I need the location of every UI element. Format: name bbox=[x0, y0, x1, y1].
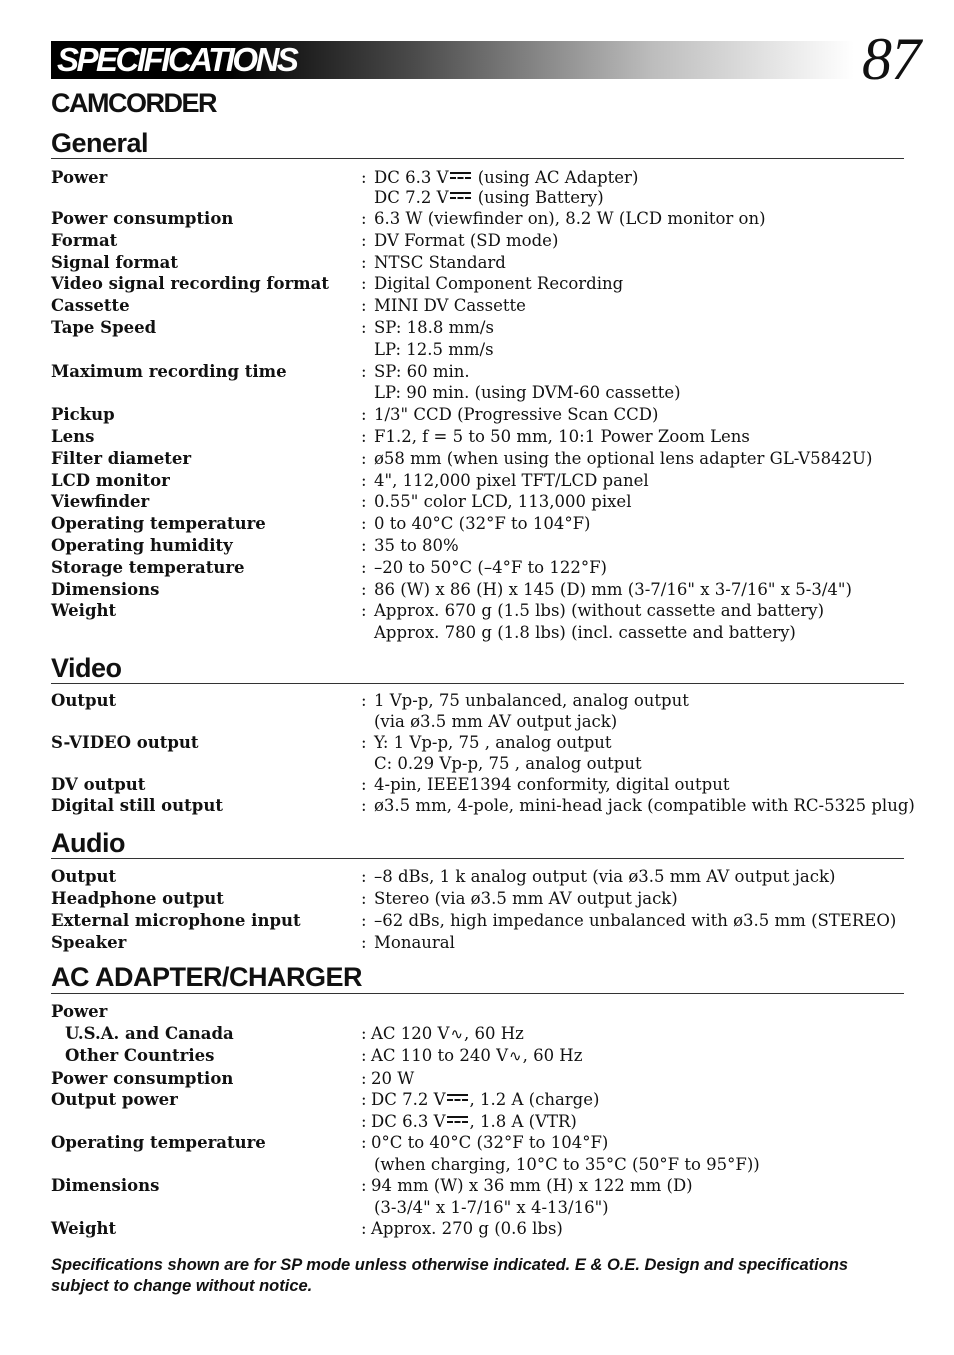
spec-text: 35 to 80% bbox=[374, 535, 459, 555]
spec-label: Power bbox=[51, 1002, 108, 1021]
colon: : bbox=[361, 317, 367, 337]
spec-text: –8 dBs, 1 k analog output (via ø3.5 mm AV output jack) bbox=[374, 867, 836, 886]
spec-row bbox=[51, 208, 911, 230]
audio-heading: Audio bbox=[51, 828, 125, 858]
spec-line bbox=[361, 1023, 911, 1046]
spec-label: Weight bbox=[51, 1219, 117, 1238]
colon: : bbox=[361, 733, 367, 752]
colon: : bbox=[361, 230, 367, 250]
colon: : bbox=[361, 209, 367, 228]
colon: : bbox=[361, 579, 367, 599]
colon: : bbox=[361, 1133, 367, 1152]
spec-value bbox=[51, 252, 911, 274]
colon: : bbox=[361, 535, 367, 555]
colon: : bbox=[361, 775, 367, 794]
spec-label: Headphone output bbox=[51, 889, 224, 908]
spec-line bbox=[361, 491, 911, 513]
spec-text: NTSC Standard bbox=[374, 252, 506, 272]
spec-text: F1.2, f = 5 to 50 mm, 10:1 Power Zoom Lens bbox=[374, 426, 750, 446]
ac-adapter-heading: AC ADAPTER/CHARGER bbox=[51, 962, 363, 992]
spec-text: , 1.2 A (charge) bbox=[469, 1090, 600, 1109]
spec-label: DV output bbox=[51, 775, 146, 794]
spec-text: 1/3" CCD (Progressive Scan CCD) bbox=[374, 405, 659, 425]
spec-value bbox=[51, 910, 911, 932]
ac-adapter-divider bbox=[51, 993, 904, 994]
spec-label: LCD monitor bbox=[51, 470, 170, 490]
spec-value bbox=[51, 866, 911, 888]
spec-row bbox=[51, 404, 911, 426]
spec-value bbox=[51, 690, 911, 732]
spec-line bbox=[361, 1001, 911, 1023]
spec-value bbox=[51, 535, 911, 557]
page-number: 87 bbox=[862, 26, 920, 92]
spec-value bbox=[51, 295, 911, 317]
spec-row bbox=[51, 513, 911, 535]
spec-text: 94 mm (W) x 36 mm (H) x 122 mm (D) bbox=[371, 1176, 693, 1195]
spec-line bbox=[361, 252, 911, 274]
spec-value bbox=[51, 888, 911, 910]
spec-line bbox=[361, 448, 911, 470]
spec-line bbox=[361, 426, 911, 448]
spec-row bbox=[51, 295, 911, 317]
spec-value bbox=[51, 932, 911, 954]
spec-line bbox=[361, 1197, 911, 1219]
spec-line bbox=[361, 888, 911, 910]
spec-row bbox=[51, 600, 911, 644]
footnote: Specifications shown are for SP mode unless otherwise indicated. E & O.E. Design and specifications subject to change without notice. bbox=[51, 1256, 849, 1295]
spec-text: C: 0.29 Vp-p, 75 , analog output bbox=[374, 754, 642, 773]
spec-text: ø58 mm (when using the optional lens adapter GL-V5842U) bbox=[374, 448, 873, 468]
spec-row bbox=[51, 426, 911, 448]
colon: : bbox=[361, 274, 367, 294]
spec-text: Y: 1 Vp-p, 75 , analog output bbox=[374, 733, 612, 752]
general-spec-list bbox=[51, 168, 911, 644]
colon: : bbox=[361, 933, 367, 952]
spec-text: Stereo (via ø3.5 mm AV output jack) bbox=[374, 889, 678, 908]
spec-row bbox=[51, 910, 911, 932]
colon: : bbox=[361, 1090, 367, 1109]
spec-text: DC 7.2 V bbox=[371, 1090, 446, 1109]
spec-line bbox=[361, 208, 911, 230]
spec-line bbox=[361, 910, 911, 932]
spec-label: Output power bbox=[51, 1090, 178, 1109]
camcorder-heading: CAMCORDER bbox=[51, 88, 216, 118]
spec-row bbox=[51, 932, 911, 954]
spec-label: Output bbox=[51, 691, 117, 710]
spec-line bbox=[361, 230, 911, 252]
colon: : bbox=[361, 1111, 367, 1131]
spec-line bbox=[361, 535, 911, 557]
spec-text: , 60 Hz bbox=[522, 1046, 583, 1065]
spec-label: Lens bbox=[51, 426, 95, 446]
spec-text: DV Format (SD mode) bbox=[374, 230, 559, 250]
dc-symbol-icon bbox=[447, 1093, 468, 1103]
spec-value bbox=[51, 1175, 911, 1218]
colon: : bbox=[361, 252, 367, 272]
spec-label: Format bbox=[51, 230, 118, 250]
colon: : bbox=[361, 601, 367, 621]
video-spec-list bbox=[51, 690, 915, 816]
spec-text: AC 110 to 240 V bbox=[371, 1046, 508, 1065]
spec-row bbox=[51, 866, 911, 888]
spec-text: (3-3/4" x 1-7/16" x 4-13/16") bbox=[374, 1197, 609, 1217]
spec-value bbox=[51, 448, 911, 470]
spec-line bbox=[361, 711, 911, 732]
spec-line bbox=[361, 732, 911, 753]
colon: : bbox=[361, 691, 367, 710]
spec-text: AC 120 V bbox=[371, 1023, 450, 1043]
spec-value bbox=[51, 1089, 911, 1132]
spec-row bbox=[51, 1175, 911, 1218]
spec-label: Operating humidity bbox=[51, 535, 233, 555]
colon: : bbox=[361, 426, 367, 446]
spec-row bbox=[51, 1132, 911, 1175]
spec-value bbox=[51, 1068, 911, 1090]
audio-spec-list bbox=[51, 866, 911, 954]
spec-row bbox=[51, 774, 911, 795]
spec-line bbox=[361, 753, 911, 774]
spec-text: (via ø3.5 mm AV output jack) bbox=[374, 712, 618, 731]
colon: : bbox=[361, 296, 367, 316]
spec-label: Storage temperature bbox=[51, 557, 245, 577]
spec-value bbox=[51, 361, 911, 405]
spec-row bbox=[51, 732, 911, 774]
spec-label: Cassette bbox=[51, 296, 130, 316]
spec-text: –62 dBs, high impedance unbalanced with ø3.5 mm (STEREO) bbox=[374, 911, 897, 930]
video-divider bbox=[51, 683, 904, 684]
spec-label: S-VIDEO output bbox=[51, 733, 199, 752]
spec-line bbox=[361, 295, 911, 317]
spec-label: Tape Speed bbox=[51, 317, 157, 337]
spec-value bbox=[51, 426, 911, 448]
spec-value bbox=[51, 600, 911, 644]
spec-text: , 60 Hz bbox=[464, 1023, 524, 1043]
spec-line bbox=[361, 774, 911, 795]
spec-row bbox=[51, 317, 911, 361]
spec-label: Maximum recording time bbox=[51, 361, 287, 381]
colon: : bbox=[361, 514, 367, 534]
spec-label: Dimensions bbox=[51, 579, 160, 599]
spec-row bbox=[51, 1045, 911, 1068]
general-divider bbox=[51, 158, 904, 159]
spec-label: Speaker bbox=[51, 933, 127, 952]
colon: : bbox=[361, 361, 367, 381]
spec-row-power bbox=[51, 168, 911, 208]
spec-text: 4-pin, IEEE1394 conformity, digital output bbox=[374, 775, 730, 794]
spec-text: Approx. 270 g (0.6 lbs) bbox=[371, 1219, 563, 1238]
spec-label: Output bbox=[51, 867, 117, 886]
spec-text: ø3.5 mm, 4-pole, mini-head jack (compatible with RC-5325 plug) bbox=[374, 796, 915, 815]
colon: : bbox=[361, 492, 367, 512]
spec-line bbox=[361, 339, 911, 361]
spec-text: 0°C to 40°C (32°F to 104°F) bbox=[371, 1133, 609, 1152]
spec-value bbox=[51, 557, 911, 579]
spec-value bbox=[51, 230, 911, 252]
spec-row bbox=[51, 1218, 911, 1240]
spec-row bbox=[51, 230, 911, 252]
spec-text: LP: 90 min. (using DVM-60 cassette) bbox=[374, 383, 681, 403]
spec-row bbox=[51, 273, 911, 295]
spec-line bbox=[361, 690, 911, 711]
spec-value bbox=[51, 470, 911, 492]
spec-row bbox=[51, 448, 911, 470]
colon: : bbox=[361, 1176, 367, 1195]
colon: : bbox=[361, 470, 367, 490]
spec-text: 86 (W) x 86 (H) x 145 (D) mm (3-7/16" x 3-7/16" x 5-3/4") bbox=[374, 579, 852, 599]
spec-label: Power consumption bbox=[51, 1068, 234, 1088]
spec-label: Signal format bbox=[51, 252, 178, 272]
spec-line bbox=[361, 273, 911, 295]
spec-line bbox=[361, 1089, 911, 1111]
spec-row bbox=[51, 579, 911, 601]
colon: : bbox=[361, 405, 367, 425]
spec-row bbox=[51, 690, 911, 732]
spec-value bbox=[51, 273, 911, 295]
colon: : bbox=[361, 557, 367, 577]
spec-line bbox=[361, 404, 911, 426]
spec-text: Approx. 780 g (1.8 lbs) (incl. cassette and battery) bbox=[374, 623, 796, 643]
spec-line bbox=[361, 1132, 911, 1154]
spec-text: 6.3 W (viewfinder on), 8.2 W (LCD monitor on) bbox=[374, 209, 766, 228]
spec-text: DC 6.3 V bbox=[371, 1111, 446, 1131]
spec-label: Video signal recording format bbox=[51, 274, 329, 294]
audio-divider bbox=[51, 858, 904, 859]
spec-line bbox=[361, 932, 911, 954]
colon: : bbox=[361, 1068, 367, 1088]
spec-label: Pickup bbox=[51, 405, 115, 425]
spec-line bbox=[361, 317, 911, 339]
spec-value bbox=[51, 795, 915, 816]
spec-value bbox=[51, 513, 911, 535]
spec-line bbox=[361, 1218, 911, 1240]
spec-line bbox=[361, 866, 911, 888]
spec-label: Filter diameter bbox=[51, 448, 192, 468]
spec-row bbox=[51, 361, 911, 405]
spec-text: Monaural bbox=[374, 933, 455, 952]
spec-row bbox=[51, 1023, 911, 1046]
spec-value bbox=[51, 1023, 911, 1046]
spec-text: 1 Vp-p, 75 unbalanced, analog output bbox=[374, 691, 689, 710]
spec-text: 20 W bbox=[371, 1068, 415, 1088]
spec-value bbox=[51, 579, 911, 601]
spec-row bbox=[51, 252, 911, 274]
spec-row bbox=[51, 1001, 911, 1023]
spec-line bbox=[361, 361, 911, 383]
spec-label: U.S.A. and Canada bbox=[65, 1023, 234, 1043]
colon: : bbox=[361, 448, 367, 468]
colon: : bbox=[361, 867, 367, 886]
spec-label: External microphone input bbox=[51, 911, 301, 930]
spec-value bbox=[51, 774, 911, 795]
page-title: SPECIFICATIONS bbox=[57, 41, 297, 78]
spec-row bbox=[51, 535, 911, 557]
spec-line bbox=[361, 1045, 911, 1068]
spec-text: Digital Component Recording bbox=[374, 274, 624, 294]
spec-text: –20 to 50°C (–4°F to 122°F) bbox=[374, 557, 607, 577]
spec-text: 0 to 40°C (32°F to 104°F) bbox=[374, 514, 591, 534]
spec-label: Viewfinder bbox=[51, 492, 150, 512]
spec-label: Operating temperature bbox=[51, 1133, 266, 1152]
spec-line bbox=[361, 1111, 911, 1133]
spec-row bbox=[51, 1089, 911, 1132]
dc-symbol-icon bbox=[447, 1115, 468, 1125]
spec-value bbox=[51, 1132, 911, 1175]
spec-label: Operating temperature bbox=[51, 514, 266, 534]
ac-symbol-icon: ∿ bbox=[509, 1047, 522, 1065]
spec-row bbox=[51, 557, 911, 579]
spec-line bbox=[361, 795, 915, 816]
spec-line bbox=[361, 1175, 911, 1197]
spec-label: Other Countries bbox=[65, 1046, 215, 1065]
spec-value bbox=[51, 404, 911, 426]
ac-symbol-icon: ∿ bbox=[450, 1024, 464, 1043]
spec-label: Power bbox=[51, 168, 108, 187]
spec-value bbox=[51, 491, 911, 513]
colon: : bbox=[361, 911, 367, 930]
spec-line bbox=[361, 622, 911, 644]
colon: : bbox=[361, 1219, 367, 1238]
spec-text: MINI DV Cassette bbox=[374, 296, 526, 316]
spec-line bbox=[361, 579, 911, 601]
spec-row bbox=[51, 795, 915, 816]
dc-symbol-icon bbox=[450, 191, 471, 201]
spec-label: Power consumption bbox=[51, 209, 234, 228]
colon: : bbox=[361, 889, 367, 908]
spec-label: Dimensions bbox=[51, 1176, 160, 1195]
colon: : bbox=[361, 1023, 367, 1043]
spec-row bbox=[51, 470, 911, 492]
spec-text: SP: 60 min. bbox=[374, 361, 470, 381]
spec-text: 0.55" color LCD, 113,000 pixel bbox=[374, 492, 632, 512]
spec-value bbox=[51, 1045, 911, 1068]
spec-value bbox=[51, 732, 911, 774]
spec-label: Digital still output bbox=[51, 796, 223, 815]
spec-value bbox=[51, 1218, 911, 1240]
spec-row bbox=[51, 888, 911, 910]
spec-line bbox=[361, 513, 911, 535]
spec-row bbox=[51, 1068, 911, 1090]
spec-line bbox=[361, 1154, 911, 1176]
spec-value bbox=[51, 208, 911, 230]
spec-line bbox=[361, 470, 911, 492]
spec-text: LP: 12.5 mm/s bbox=[374, 339, 494, 359]
ac-adapter-spec-list bbox=[51, 1001, 911, 1240]
spec-value bbox=[51, 317, 911, 361]
spec-label: Weight bbox=[51, 601, 117, 621]
spec-text: SP: 18.8 mm/s bbox=[374, 317, 494, 337]
spec-value bbox=[51, 1001, 911, 1023]
spec-text: (when charging, 10°C to 35°C (50°F to 95°F)) bbox=[374, 1154, 760, 1174]
spec-line bbox=[361, 557, 911, 579]
spec-line bbox=[361, 382, 911, 404]
spec-text: , 1.8 A (VTR) bbox=[469, 1111, 577, 1131]
spec-text: Approx. 670 g (1.5 lbs) (without cassette and battery) bbox=[374, 601, 825, 621]
colon: : bbox=[361, 796, 367, 815]
colon: : bbox=[361, 1046, 367, 1065]
spec-line bbox=[361, 600, 911, 622]
video-heading: Video bbox=[51, 653, 122, 683]
spec-line bbox=[361, 1068, 911, 1090]
general-heading: General bbox=[51, 128, 149, 158]
dc-symbol-icon bbox=[450, 171, 471, 181]
spec-text: 4", 112,000 pixel TFT/LCD panel bbox=[374, 470, 649, 490]
spec-value: : DC 6.3 V (using AC Adapter) DC 7.2 V (using Battery) bbox=[361, 168, 639, 207]
spec-row bbox=[51, 491, 911, 513]
